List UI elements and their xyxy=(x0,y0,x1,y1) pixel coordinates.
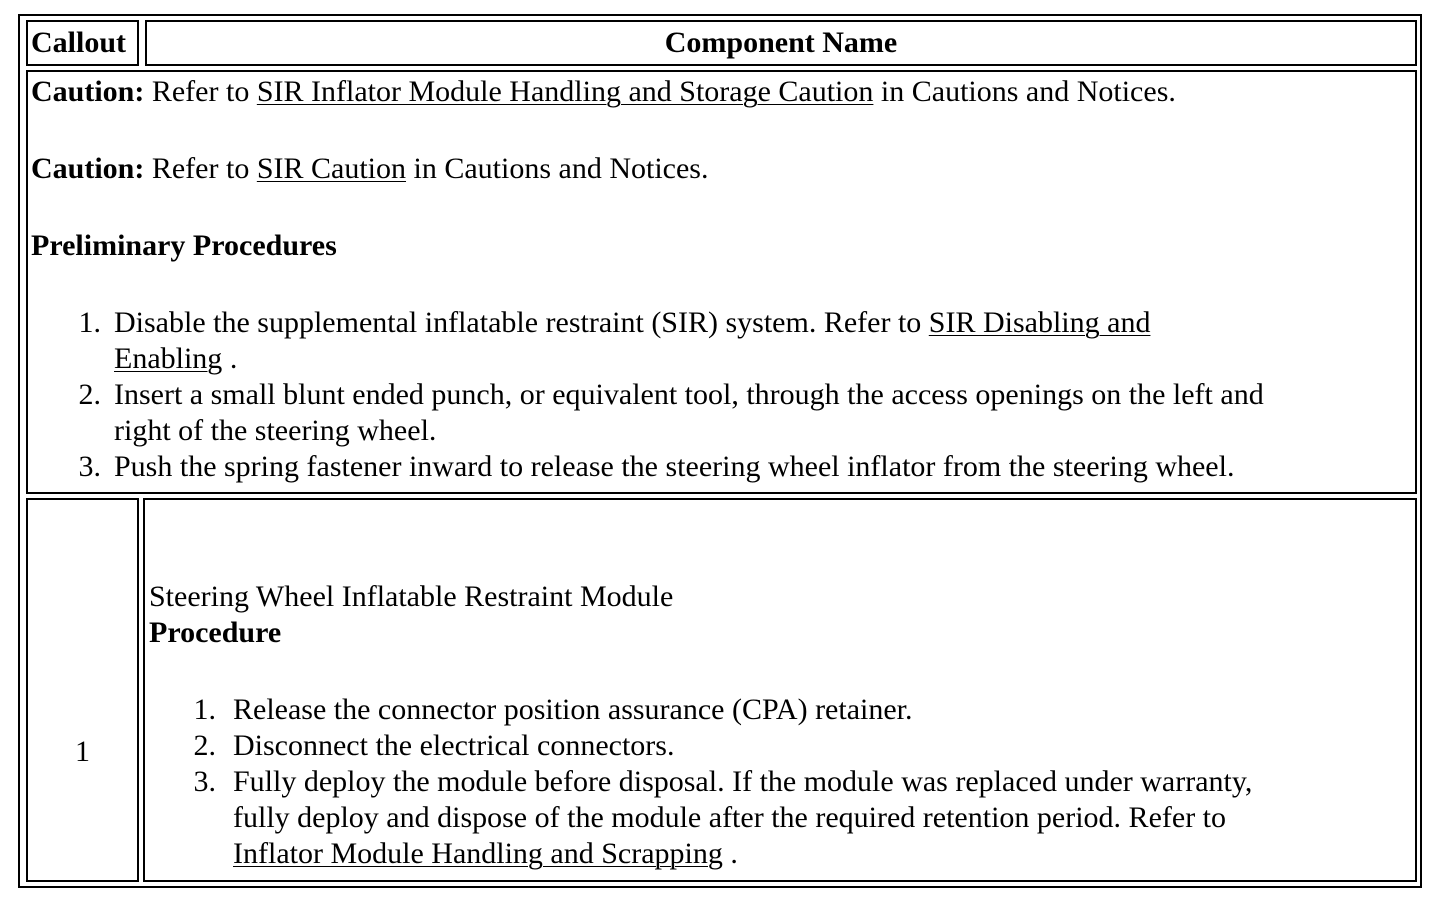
preliminary-procedures-title: Preliminary Procedures xyxy=(31,229,337,262)
callout-number-cell xyxy=(26,498,139,882)
link-sir-inflator-handling-storage[interactable]: SIR Inflator Module Handling and Storage Caution xyxy=(256,75,874,108)
component-cell xyxy=(143,498,1417,882)
preliminary-steps xyxy=(31,305,1415,485)
caution-label: Caution: xyxy=(31,152,145,185)
list-item: 2. Insert a small blunt ended punch, or equivalent tool, through the access openings on the left and right of the steering wheel. xyxy=(78,378,1264,447)
callout-number: 1 xyxy=(75,735,90,768)
procedure-steps xyxy=(149,692,1415,872)
link-inflator-module-handling-scrapping[interactable]: Inflator Module Handling and Scrapping xyxy=(233,837,723,870)
header-callout: Callout xyxy=(26,20,139,66)
list-item: 3. Push the spring fastener inward to release the steering wheel inflator from the steering wheel. xyxy=(78,450,1235,483)
list-item: 1. Disable the supplemental inflatable restraint (SIR) system. Refer to SIR Disabling and Enabling . xyxy=(78,306,1151,375)
caution-label: Caution: xyxy=(31,75,145,108)
link-sir-disabling-enabling[interactable]: SIR Disabling and xyxy=(928,306,1151,339)
notes-cell xyxy=(26,70,1417,494)
component-name: Steering Wheel Inflatable Restraint Module xyxy=(149,580,674,613)
list-item: 1. Release the connector position assurance (CPA) retainer. xyxy=(193,693,913,726)
link-sir-disabling-enabling[interactable]: Enabling xyxy=(114,342,223,375)
caution-line-2: Caution: Refer to SIR Caution in Cautions and Notices. xyxy=(31,152,709,185)
list-item: 3. Fully deploy the module before disposal. If the module was replaced under warranty, fully deploy and dispose of the module after the required retention period. Refer to Inflator Module Handling and Scrapping . xyxy=(193,765,1253,870)
caution-line-1: Caution: Refer to SIR Inflator Module Handling and Storage Caution in Cautions and Notices. xyxy=(31,75,1176,108)
header-component-name: Component Name xyxy=(145,20,1417,66)
list-item: 2. Disconnect the electrical connectors. xyxy=(193,729,675,762)
procedure-title: Procedure xyxy=(149,616,282,649)
link-sir-caution[interactable]: SIR Caution xyxy=(256,152,407,185)
